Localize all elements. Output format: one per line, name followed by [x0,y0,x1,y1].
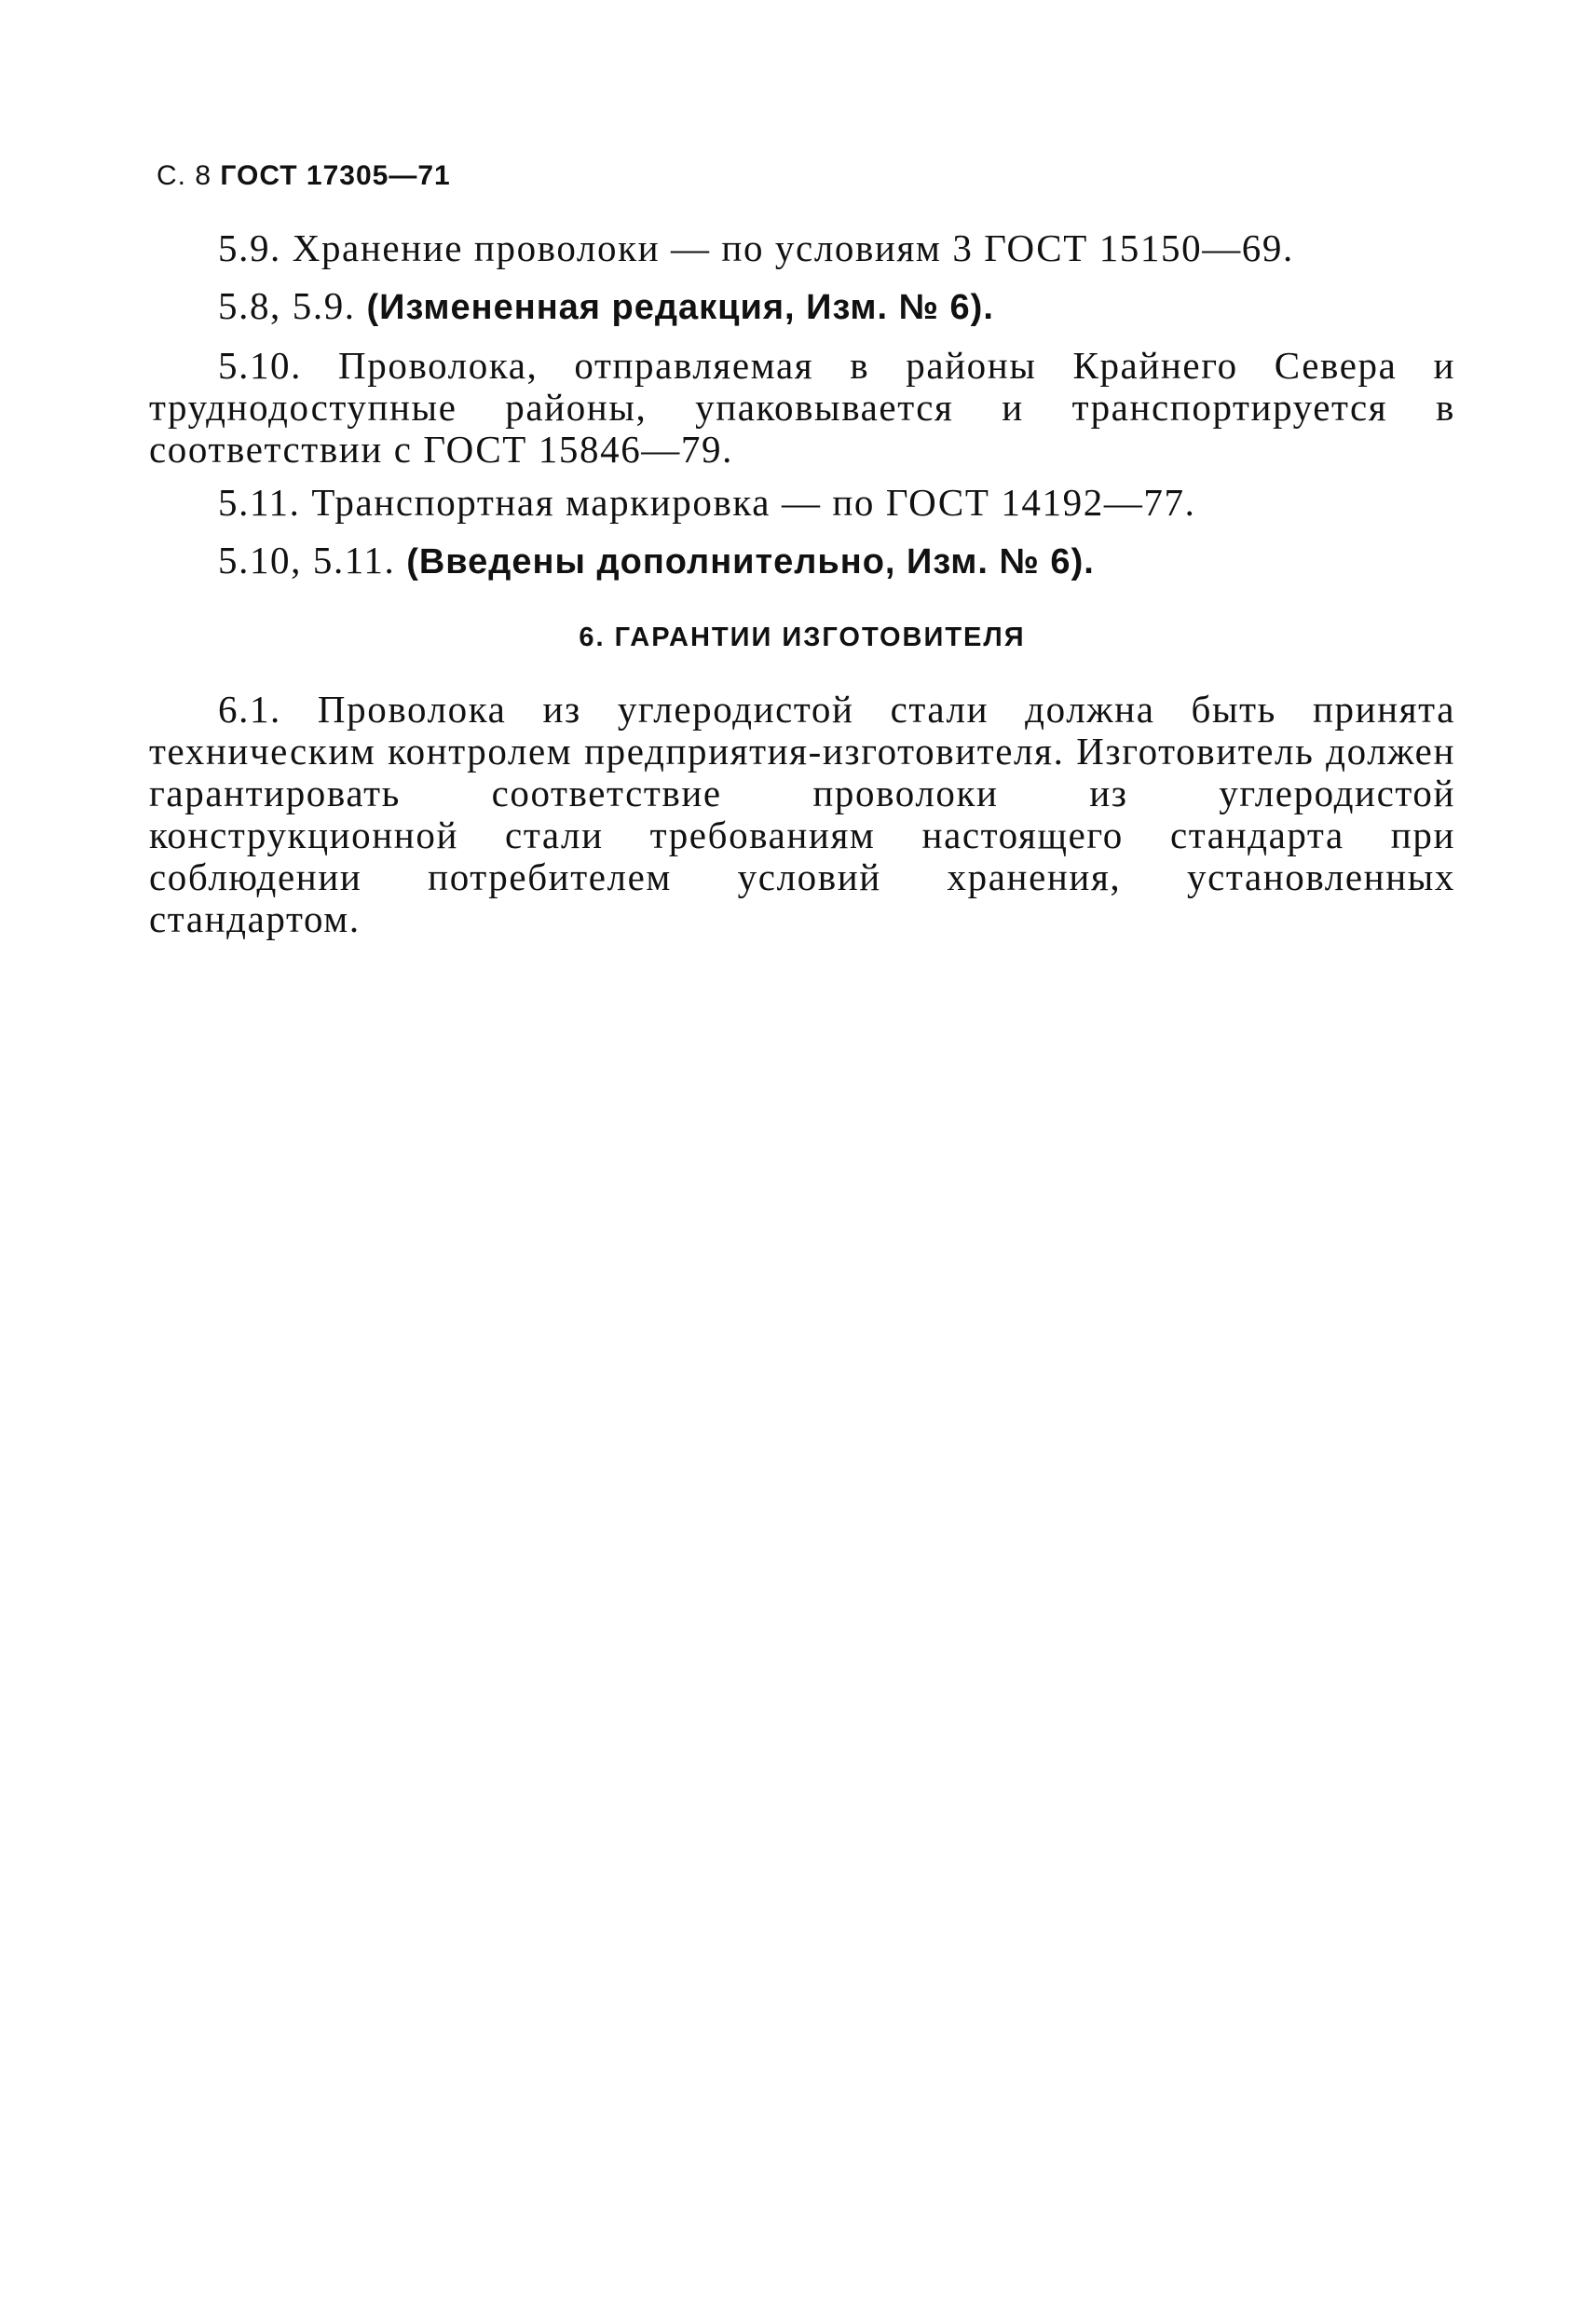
amendment-note-5-10 [149,540,1455,583]
amendment-text: (Введены дополнительно, Изм. № 6). [406,542,1095,581]
clause-5-11: 5.11. Транспортная маркировка — по ГОСТ 14192—77. [218,481,1196,524]
page-number: С. 8 [157,160,212,191]
amendment-clauses: 5.10, 5.11. [218,539,396,581]
section-title: 6. ГАРАНТИИ ИЗГОТОВИТЕЛЯ [579,622,1026,652]
clause-5-9: 5.9. Хранение проволоки — по условиям 3 ГОСТ 15150—69. [218,226,1294,269]
standard-number: ГОСТ 17305—71 [220,160,451,191]
clause-5-10: 5.10. Проволока, отправляемая в районы Крайнего Севера и труднодоступные районы, упаковывается и транспортируется в соответствии с ГОСТ 15846—79. [149,344,1455,471]
amendment-text: (Измененная редакция, Изм. № 6). [366,288,994,327]
amendment-clauses: 5.8, 5.9. [218,284,356,327]
clause-6-1: 6.1. Проволока из углеродистой стали должна быть принята техническим контролем предприятия-изготовителя. Изготовитель должен гарантировать соответствие проволоки из углеродистой конструкционной стали требованиям настоящего стандарта при соблюдении потребителем условий хранения, установленных стандартом. [149,688,1455,940]
page-header [157,160,451,192]
document-body [149,227,1455,956]
amendment-note-5-8 [149,285,1455,329]
